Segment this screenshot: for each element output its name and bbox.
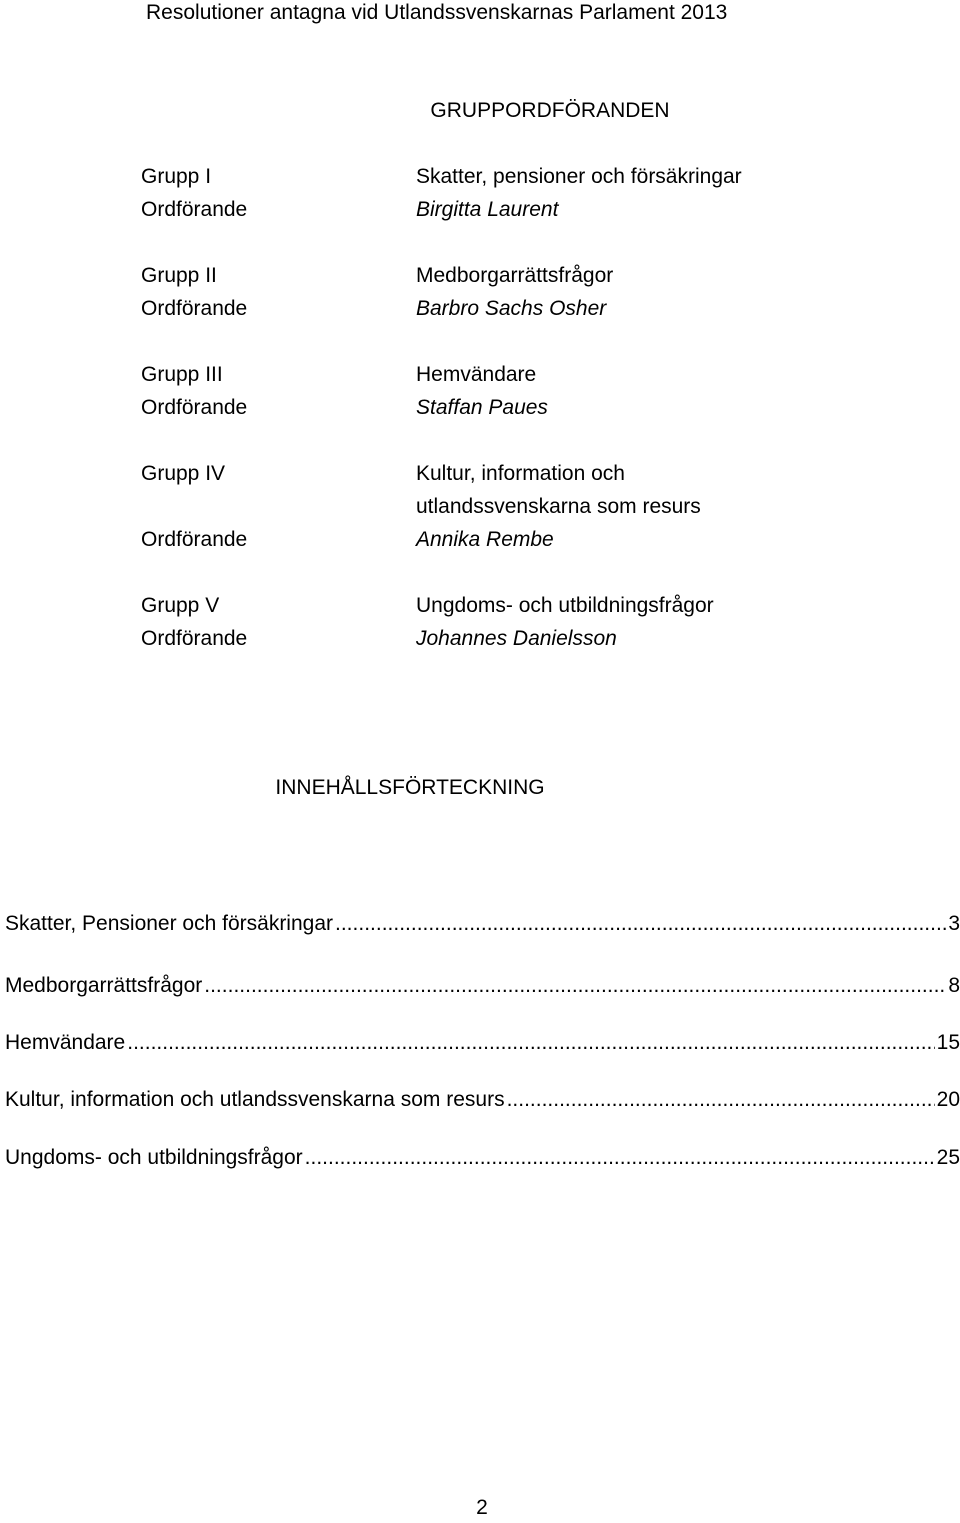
toc-entry-skatter[interactable]	[5, 909, 960, 939]
toc-dot-leader	[204, 971, 946, 1001]
group-label: Grupp II	[141, 264, 217, 287]
toc-entry-title: Kultur, information och utlandssvenskarna som resurs	[5, 1088, 505, 1111]
group-topic: Ungdoms- och utbildningsfrågor	[416, 594, 714, 617]
group-label: Grupp III	[141, 363, 223, 386]
toc-entry-page: 15	[936, 1031, 960, 1054]
group-chair-name: Barbro Sachs Osher	[416, 297, 607, 320]
toc-entry-title: Skatter, Pensioner och försäkringar	[5, 912, 334, 935]
group-role-label: Ordförande	[141, 198, 248, 221]
group-role-label: Ordförande	[141, 627, 248, 650]
group-chair-name: Johannes Danielsson	[416, 627, 617, 650]
toc-heading: INNEHÅLLSFÖRTECKNING	[275, 776, 545, 799]
toc-dot-leader	[507, 1085, 935, 1115]
group-chair-name: Annika Rembe	[416, 528, 554, 551]
group-label: Grupp I	[141, 165, 212, 188]
group-role-label: Ordförande	[141, 528, 248, 551]
toc-entry-hemvandare[interactable]	[5, 1028, 960, 1058]
toc-entry-medborgarratt[interactable]	[5, 971, 960, 1001]
group-chair-name: Birgitta Laurent	[416, 198, 559, 221]
toc-entry-page: 25	[936, 1146, 960, 1169]
toc-entry-page: 8	[948, 974, 960, 997]
group-chair-name: Staffan Paues	[416, 396, 548, 419]
toc-dot-leader	[335, 909, 946, 939]
group-label: Grupp IV	[141, 462, 226, 485]
toc-entry-page: 3	[948, 912, 960, 935]
group-role-label: Ordförande	[141, 297, 248, 320]
toc-entry-title: Medborgarrättsfrågor	[5, 974, 203, 997]
toc-entry-title: Ungdoms- och utbildningsfrågor	[5, 1146, 303, 1169]
group-role-label: Ordförande	[141, 396, 248, 419]
group-topic: Kultur, information och	[416, 462, 625, 485]
group-label: Grupp V	[141, 594, 220, 617]
toc-entry-ungdom[interactable]	[5, 1143, 960, 1173]
toc-entry-page: 20	[936, 1088, 960, 1111]
page-number: 2	[476, 1496, 488, 1519]
group-topic-continued: utlandssvenskarna som resurs	[416, 495, 701, 518]
group-topic: Skatter, pensioner och försäkringar	[416, 165, 742, 188]
toc-entry-title: Hemvändare	[5, 1031, 126, 1054]
document-title: Resolutioner antagna vid Utlandssvenskarnas Parlament 2013	[146, 1, 728, 24]
group-chairs-heading: GRUPPORDFÖRANDEN	[430, 99, 670, 122]
group-topic: Hemvändare	[416, 363, 537, 386]
toc-dot-leader	[127, 1028, 934, 1058]
group-topic: Medborgarrättsfrågor	[416, 264, 614, 287]
toc-dot-leader	[305, 1143, 935, 1173]
toc-entry-kultur[interactable]	[5, 1085, 960, 1115]
